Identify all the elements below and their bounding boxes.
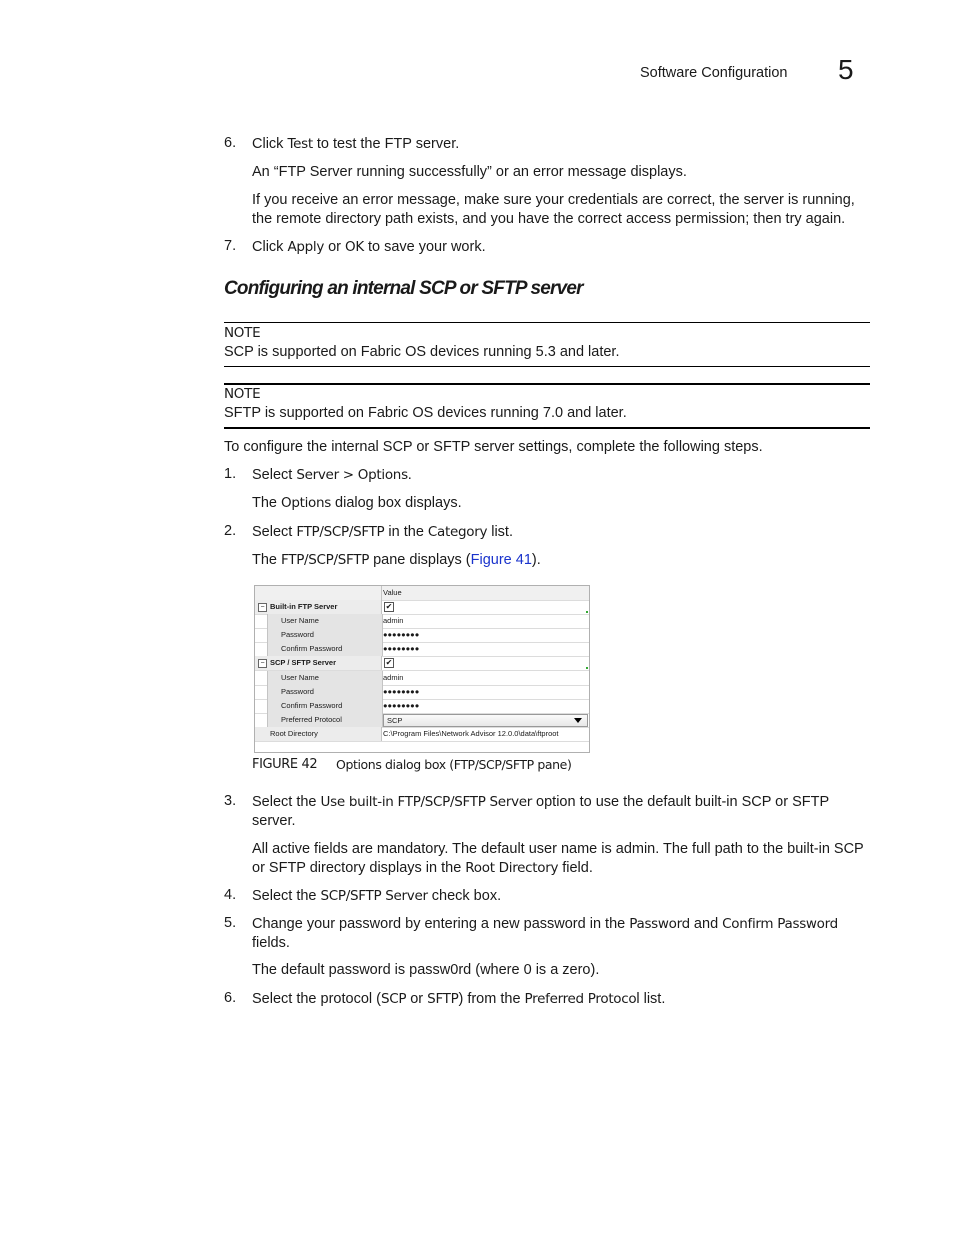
step-number: 6. bbox=[224, 135, 237, 151]
running-header-title: Software Configuration bbox=[640, 65, 788, 81]
preferred-protocol-dropdown[interactable] bbox=[383, 714, 588, 727]
builtin-ftp-checkbox[interactable]: ✔ bbox=[385, 602, 393, 611]
ui-term: SCP/SFTP Server bbox=[320, 888, 428, 904]
step-2-result: The FTP/SCP/SFTP pane displays (Figure 41). bbox=[252, 552, 541, 568]
step-2-text: Select FTP/SCP/SFTP in the Category list. bbox=[252, 524, 513, 540]
ui-term: Server > Options bbox=[296, 467, 408, 483]
step-6-result: An “FTP Server running successfully” or an error message displays. bbox=[252, 164, 687, 180]
step-number: 3. bbox=[224, 793, 237, 809]
table-row bbox=[255, 671, 589, 686]
ftp-password-field[interactable]: ●●●●●●●● bbox=[383, 630, 420, 639]
ftp-confirm-password-field[interactable]: ●●●●●●●● bbox=[383, 644, 420, 653]
field-label: Password bbox=[281, 687, 314, 696]
section-heading: Configuring an internal SCP or SFTP server bbox=[224, 278, 583, 299]
ui-term: Confirm Password bbox=[722, 916, 838, 932]
table-row bbox=[255, 628, 589, 643]
note-bottom-rule bbox=[224, 366, 870, 367]
table-row bbox=[255, 685, 589, 700]
step-number: 6. bbox=[224, 990, 237, 1006]
table-row bbox=[255, 600, 589, 615]
ui-term: FTP/SCP/SFTP bbox=[281, 552, 370, 568]
step-6-text: Click Test to test the FTP server. bbox=[252, 136, 460, 152]
note-top-rule bbox=[224, 383, 870, 385]
group-label: SCP / SFTP Server bbox=[270, 658, 337, 667]
ftp-username-field[interactable]: admin bbox=[383, 616, 404, 625]
cell-marker bbox=[586, 667, 588, 669]
field-label: Password bbox=[281, 630, 314, 639]
note-text: SCP is supported on Fabric OS devices running 5.3 and later. bbox=[224, 344, 620, 360]
step-3-text: Select the Use built-in FTP/SCP/SFTP Server option to use the default built-in SCP or SFTP server. bbox=[252, 794, 829, 829]
field-label: Preferred Protocol bbox=[281, 715, 342, 724]
table-row bbox=[255, 699, 589, 714]
field-label: Confirm Password bbox=[281, 701, 343, 710]
intro-text: To configure the internal SCP or SFTP server settings, complete the following steps. bbox=[224, 439, 763, 455]
step-7-text: Click Apply or OK to save your work. bbox=[252, 239, 486, 255]
step-number: 5. bbox=[224, 915, 237, 931]
scp-sftp-checkbox[interactable]: ✔ bbox=[385, 658, 393, 667]
figure-caption-text: Options dialog box (FTP/SCP/SFTP pane) bbox=[336, 757, 572, 772]
step-3-detail: All active fields are mandatory. The default user name is admin. The full path to the built-in SCP or SFTP directory displays in the Root Directory field. bbox=[252, 841, 864, 876]
step-number: 4. bbox=[224, 887, 237, 903]
note-bottom-rule bbox=[224, 427, 870, 429]
group-label: Built-in FTP Server bbox=[270, 602, 338, 611]
ui-term: Test bbox=[287, 136, 313, 152]
step-number: 7. bbox=[224, 238, 237, 254]
root-directory-field[interactable]: C:\Program Files\Network Advisor 12.0.0\data\ftproot bbox=[383, 729, 559, 738]
chapter-number: 5 bbox=[838, 54, 854, 85]
table-row bbox=[255, 614, 589, 629]
table-header-row bbox=[255, 586, 589, 601]
dropdown-value: SCP bbox=[387, 716, 403, 725]
step-number: 1. bbox=[224, 466, 237, 482]
note-top-rule bbox=[224, 322, 870, 323]
field-label: User Name bbox=[281, 673, 319, 682]
step-1-result: The Options dialog box displays. bbox=[252, 495, 462, 511]
step-6-protocol-text: Select the protocol (SCP or SFTP) from the Preferred Protocol list. bbox=[252, 991, 666, 1007]
field-label: Root Directory bbox=[270, 729, 318, 738]
note-text: SFTP is supported on Fabric OS devices running 7.0 and later. bbox=[224, 405, 627, 421]
options-dialog-screenshot bbox=[254, 585, 590, 753]
collapse-icon[interactable]: − bbox=[258, 603, 267, 612]
step-4-text: Select the SCP/SFTP Server check box. bbox=[252, 888, 502, 904]
table-row bbox=[255, 642, 589, 657]
cell-marker bbox=[586, 611, 588, 613]
ui-term: OK bbox=[345, 239, 364, 255]
note-label: NOTE bbox=[224, 386, 261, 402]
step-6-error-help: If you receive an error message, make sure your credentials are correct, the server is running, the remote directory path exists, and you have the correct access permission; then try again. bbox=[252, 192, 855, 227]
step-number: 2. bbox=[224, 523, 237, 539]
scp-password-field[interactable]: ●●●●●●●● bbox=[383, 687, 420, 696]
field-label: Confirm Password bbox=[281, 644, 343, 653]
note-label: NOTE bbox=[224, 325, 261, 341]
field-label: User Name bbox=[281, 616, 319, 625]
ui-term: Preferred Protoco bbox=[524, 991, 637, 1007]
step-5-text: Change your password by entering a new password in the Password and Confirm Password fields. bbox=[252, 916, 838, 951]
figure-link[interactable]: Figure 41 bbox=[470, 552, 532, 568]
ui-term: FTP/SCP/SFTP bbox=[296, 524, 385, 540]
figure-caption-label: FIGURE 42 bbox=[252, 757, 318, 772]
step-5-detail: The default password is passw0rd (where 0 is a zero). bbox=[252, 962, 600, 978]
chevron-down-icon bbox=[574, 718, 582, 723]
ui-term: Password bbox=[629, 916, 690, 932]
collapse-icon[interactable]: − bbox=[258, 659, 267, 668]
ui-term: Root Directory bbox=[465, 860, 559, 876]
value-column-header: Value bbox=[383, 588, 402, 597]
step-1-text: Select Server > Options. bbox=[252, 467, 412, 483]
table-row bbox=[255, 727, 589, 742]
ui-term: Category bbox=[427, 524, 488, 540]
scp-username-field[interactable]: admin bbox=[383, 673, 404, 682]
table-row bbox=[255, 656, 589, 671]
ui-term: SCP bbox=[380, 991, 407, 1007]
ui-term: Use built-in FTP/SCP/SFTP Server bbox=[320, 794, 533, 810]
ui-term: Options bbox=[281, 495, 332, 511]
ui-term: Apply bbox=[287, 239, 325, 255]
ui-term: SFTP bbox=[427, 991, 459, 1007]
scp-confirm-password-field[interactable]: ●●●●●●●● bbox=[383, 701, 420, 710]
table-row bbox=[255, 713, 589, 728]
